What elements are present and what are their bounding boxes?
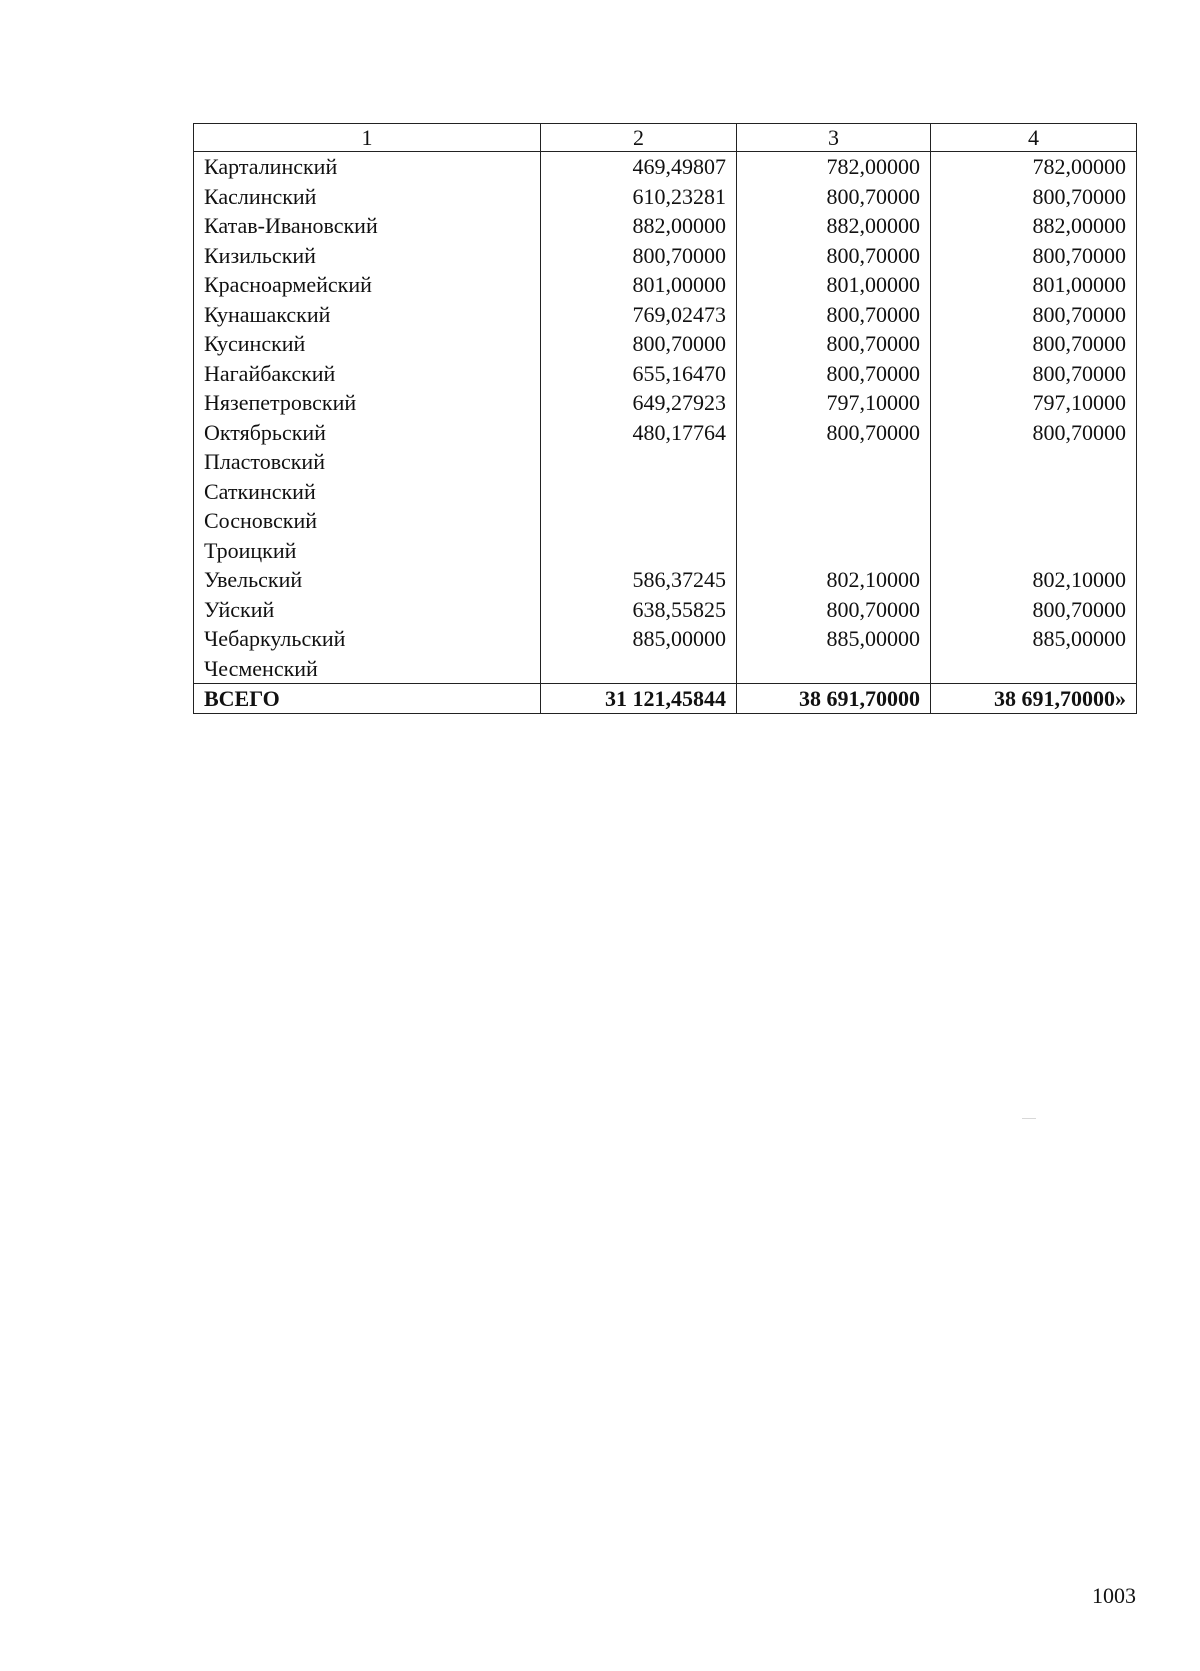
col-2-value-cell: 769,02473 [541, 300, 737, 330]
col-3-value-cell [737, 536, 931, 566]
col-3-value-cell: 800,70000 [737, 241, 931, 271]
total-label: ВСЕГО [194, 684, 541, 714]
table-row [194, 241, 1137, 271]
col-2-value-cell [541, 654, 737, 684]
district-name-cell: Пластовский [194, 447, 541, 477]
district-name-cell: Карталинский [194, 152, 541, 182]
header-col-4: 4 [931, 124, 1137, 152]
col-4-value-cell [931, 506, 1137, 536]
table-header [194, 124, 1137, 152]
col-3-value-cell: 800,70000 [737, 418, 931, 448]
col-2-value-cell: 638,55825 [541, 595, 737, 625]
district-name-cell: Чесменский [194, 654, 541, 684]
col-3-value-cell: 800,70000 [737, 182, 931, 212]
col-4-value-cell: 800,70000 [931, 359, 1137, 389]
col-4-value-cell: 800,70000 [931, 241, 1137, 271]
col-2-value-cell: 586,37245 [541, 565, 737, 595]
header-col-2: 2 [541, 124, 737, 152]
col-2-value-cell: 610,23281 [541, 182, 737, 212]
col-3-value-cell: 797,10000 [737, 388, 931, 418]
table-row [194, 506, 1137, 536]
col-3-value-cell: 782,00000 [737, 152, 931, 182]
district-name-cell: Кусинский [194, 329, 541, 359]
district-name-cell: Чебаркульский [194, 624, 541, 654]
total-row [194, 684, 1137, 714]
col-2-value-cell: 800,70000 [541, 329, 737, 359]
district-name-cell: Октябрьский [194, 418, 541, 448]
table-row [194, 300, 1137, 330]
col-3-value-cell: 800,70000 [737, 329, 931, 359]
scan-artifact [1022, 1118, 1036, 1119]
col-2-value-cell [541, 536, 737, 566]
district-name-cell: Катав-Ивановский [194, 211, 541, 241]
budget-table [193, 123, 1137, 714]
table-body [194, 152, 1137, 684]
col-2-value-cell: 649,27923 [541, 388, 737, 418]
district-name-cell: Уйский [194, 595, 541, 625]
col-3-value-cell [737, 654, 931, 684]
col-3-value-cell: 885,00000 [737, 624, 931, 654]
col-2-value-cell: 800,70000 [541, 241, 737, 271]
col-4-value-cell [931, 536, 1137, 566]
district-name-cell: Каслинский [194, 182, 541, 212]
col-2-value-cell: 480,17764 [541, 418, 737, 448]
table-row [194, 270, 1137, 300]
col-4-value-cell [931, 477, 1137, 507]
col-4-value-cell: 797,10000 [931, 388, 1137, 418]
col-4-value-cell: 801,00000 [931, 270, 1137, 300]
table-row [194, 447, 1137, 477]
table-row [194, 329, 1137, 359]
table-row [194, 654, 1137, 684]
table-row [194, 211, 1137, 241]
header-col-1: 1 [194, 124, 541, 152]
col-4-value-cell: 782,00000 [931, 152, 1137, 182]
table-row [194, 595, 1137, 625]
table-row [194, 152, 1137, 182]
total-col-3: 38 691,70000 [737, 684, 931, 714]
col-2-value-cell [541, 447, 737, 477]
district-name-cell: Нязепетровский [194, 388, 541, 418]
col-3-value-cell: 800,70000 [737, 300, 931, 330]
col-4-value-cell: 800,70000 [931, 329, 1137, 359]
col-3-value-cell [737, 477, 931, 507]
page-number: 1003 [1092, 1583, 1136, 1608]
col-4-value-cell: 800,70000 [931, 595, 1137, 625]
col-2-value-cell: 801,00000 [541, 270, 737, 300]
col-2-value-cell: 882,00000 [541, 211, 737, 241]
district-name-cell: Нагайбакский [194, 359, 541, 389]
col-2-value-cell: 885,00000 [541, 624, 737, 654]
col-2-value-cell [541, 506, 737, 536]
district-name-cell: Троицкий [194, 536, 541, 566]
table-row [194, 418, 1137, 448]
col-4-value-cell [931, 654, 1137, 684]
col-3-value-cell: 882,00000 [737, 211, 931, 241]
col-3-value-cell: 802,10000 [737, 565, 931, 595]
col-4-value-cell: 800,70000 [931, 300, 1137, 330]
table-row [194, 536, 1137, 566]
col-4-value-cell: 885,00000 [931, 624, 1137, 654]
table-row [194, 182, 1137, 212]
table-footer [194, 684, 1137, 714]
total-col-4: 38 691,70000» [931, 684, 1137, 714]
col-3-value-cell: 800,70000 [737, 359, 931, 389]
table-row [194, 565, 1137, 595]
district-name-cell: Саткинский [194, 477, 541, 507]
col-3-value-cell: 801,00000 [737, 270, 931, 300]
district-name-cell: Увельский [194, 565, 541, 595]
district-name-cell: Кунашакский [194, 300, 541, 330]
col-2-value-cell [541, 477, 737, 507]
table-row [194, 477, 1137, 507]
col-4-value-cell: 882,00000 [931, 211, 1137, 241]
table-row [194, 359, 1137, 389]
district-name-cell: Кизильский [194, 241, 541, 271]
total-col-2: 31 121,45844 [541, 684, 737, 714]
header-row [194, 124, 1137, 152]
col-2-value-cell: 655,16470 [541, 359, 737, 389]
col-4-value-cell [931, 447, 1137, 477]
district-name-cell: Красноармейский [194, 270, 541, 300]
col-3-value-cell: 800,70000 [737, 595, 931, 625]
col-3-value-cell [737, 506, 931, 536]
district-name-cell: Сосновский [194, 506, 541, 536]
col-2-value-cell: 469,49807 [541, 152, 737, 182]
col-4-value-cell: 800,70000 [931, 182, 1137, 212]
col-3-value-cell [737, 447, 931, 477]
table-row [194, 388, 1137, 418]
col-4-value-cell: 802,10000 [931, 565, 1137, 595]
col-4-value-cell: 800,70000 [931, 418, 1137, 448]
header-col-3: 3 [737, 124, 931, 152]
table-row [194, 624, 1137, 654]
